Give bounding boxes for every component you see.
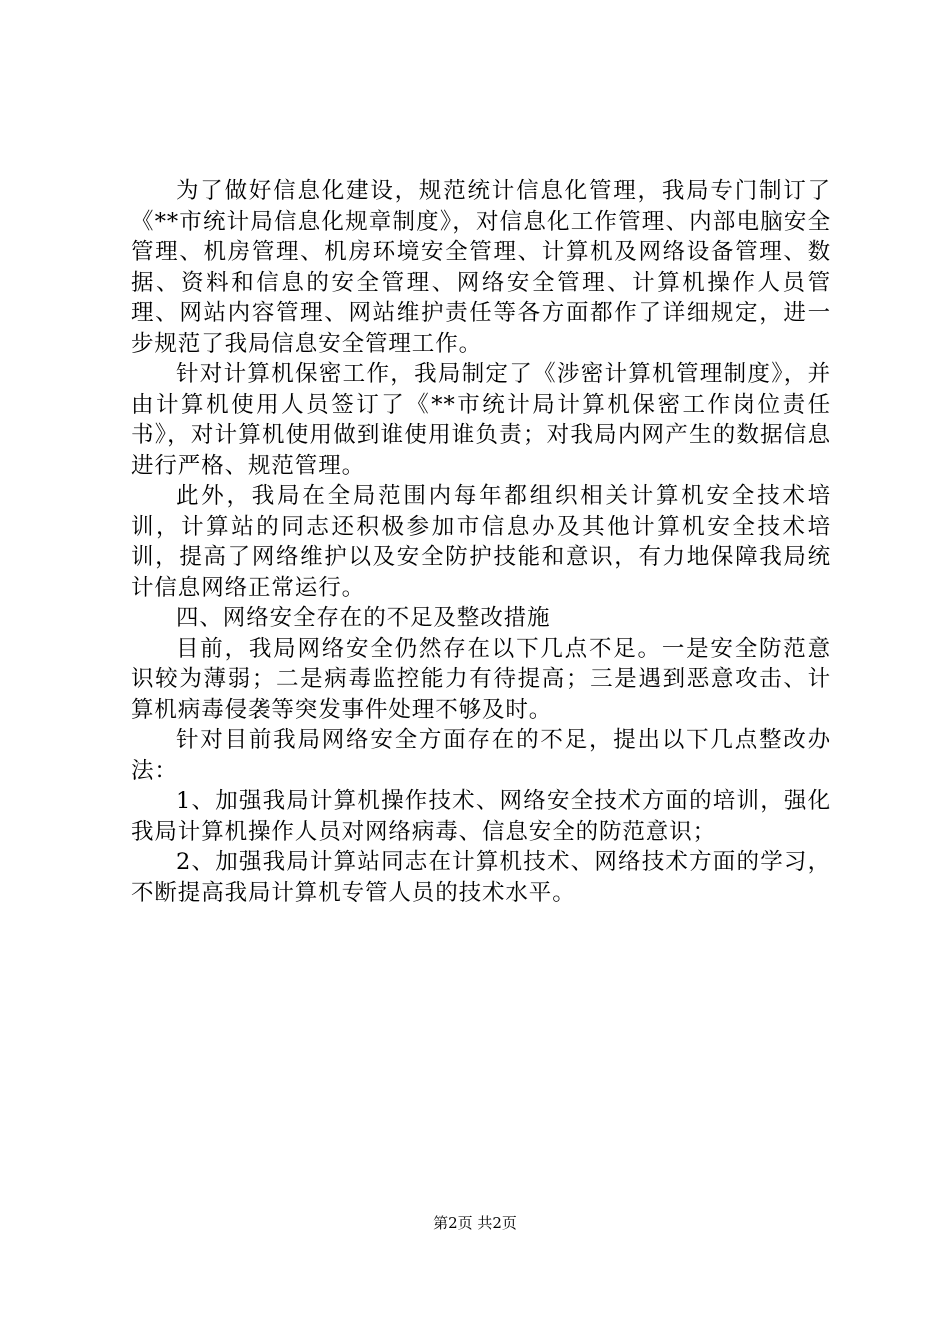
paragraph-shortcomings: 目前，我局网络安全仍然存在以下几点不足。一是安全防范意识较为薄弱；二是病毒监控能力有待提高；三是遇到恶意攻击、计算机病毒侵袭等突发事件处理不够及时。 [131, 635, 831, 723]
paragraph-info-regulations: 为了做好信息化建设，规范统计信息化管理，我局专门制订了《**市统计局信息化规章制度》，对信息化工作管理、内部电脑安全管理、机房管理、机房环境安全管理、计算机及网络设备管理、数据、资料和信息的安全管理、网络安全管理、计算机操作人员管理、网站内容管理、网站维护责任等各方面都作了详细规定，进一步规范了我局信息安全管理工作。 [131, 178, 831, 357]
paragraph-measures-intro: 针对目前我局网络安全方面存在的不足，提出以下几点整改办法： [131, 727, 831, 784]
paragraph-confidentiality: 针对计算机保密工作，我局制定了《涉密计算机管理制度》，并由计算机使用人员签订了《**市统计局计算机保密工作岗位责任书》，对计算机使用做到谁使用谁负责；对我局内网产生的数据信息进行严格、规范管理。 [131, 361, 831, 479]
document-body [131, 176, 831, 908]
page-footer: 第2页 共2页 [433, 1214, 517, 1232]
list-item-measure-2: 2、加强我局计算站同志在计算机技术、网络技术方面的学习，不断提高我局计算机专管人员的技术水平。 [131, 849, 831, 906]
paragraph-training: 此外，我局在全局范围内每年都组织相关计算机安全技术培训，计算站的同志还积极参加市信息办及其他计算机安全技术培训，提高了网络维护以及安全防护技能和意识，有力地保障我局统计信息网络正常运行。 [131, 483, 831, 601]
list-item-measure-1: 1、加强我局计算机操作技术、网络安全技术方面的培训，强化我局计算机操作人员对网络病毒、信息安全的防范意识； [131, 788, 831, 845]
section-heading: 四、网络安全存在的不足及整改措施 [176, 605, 551, 631]
